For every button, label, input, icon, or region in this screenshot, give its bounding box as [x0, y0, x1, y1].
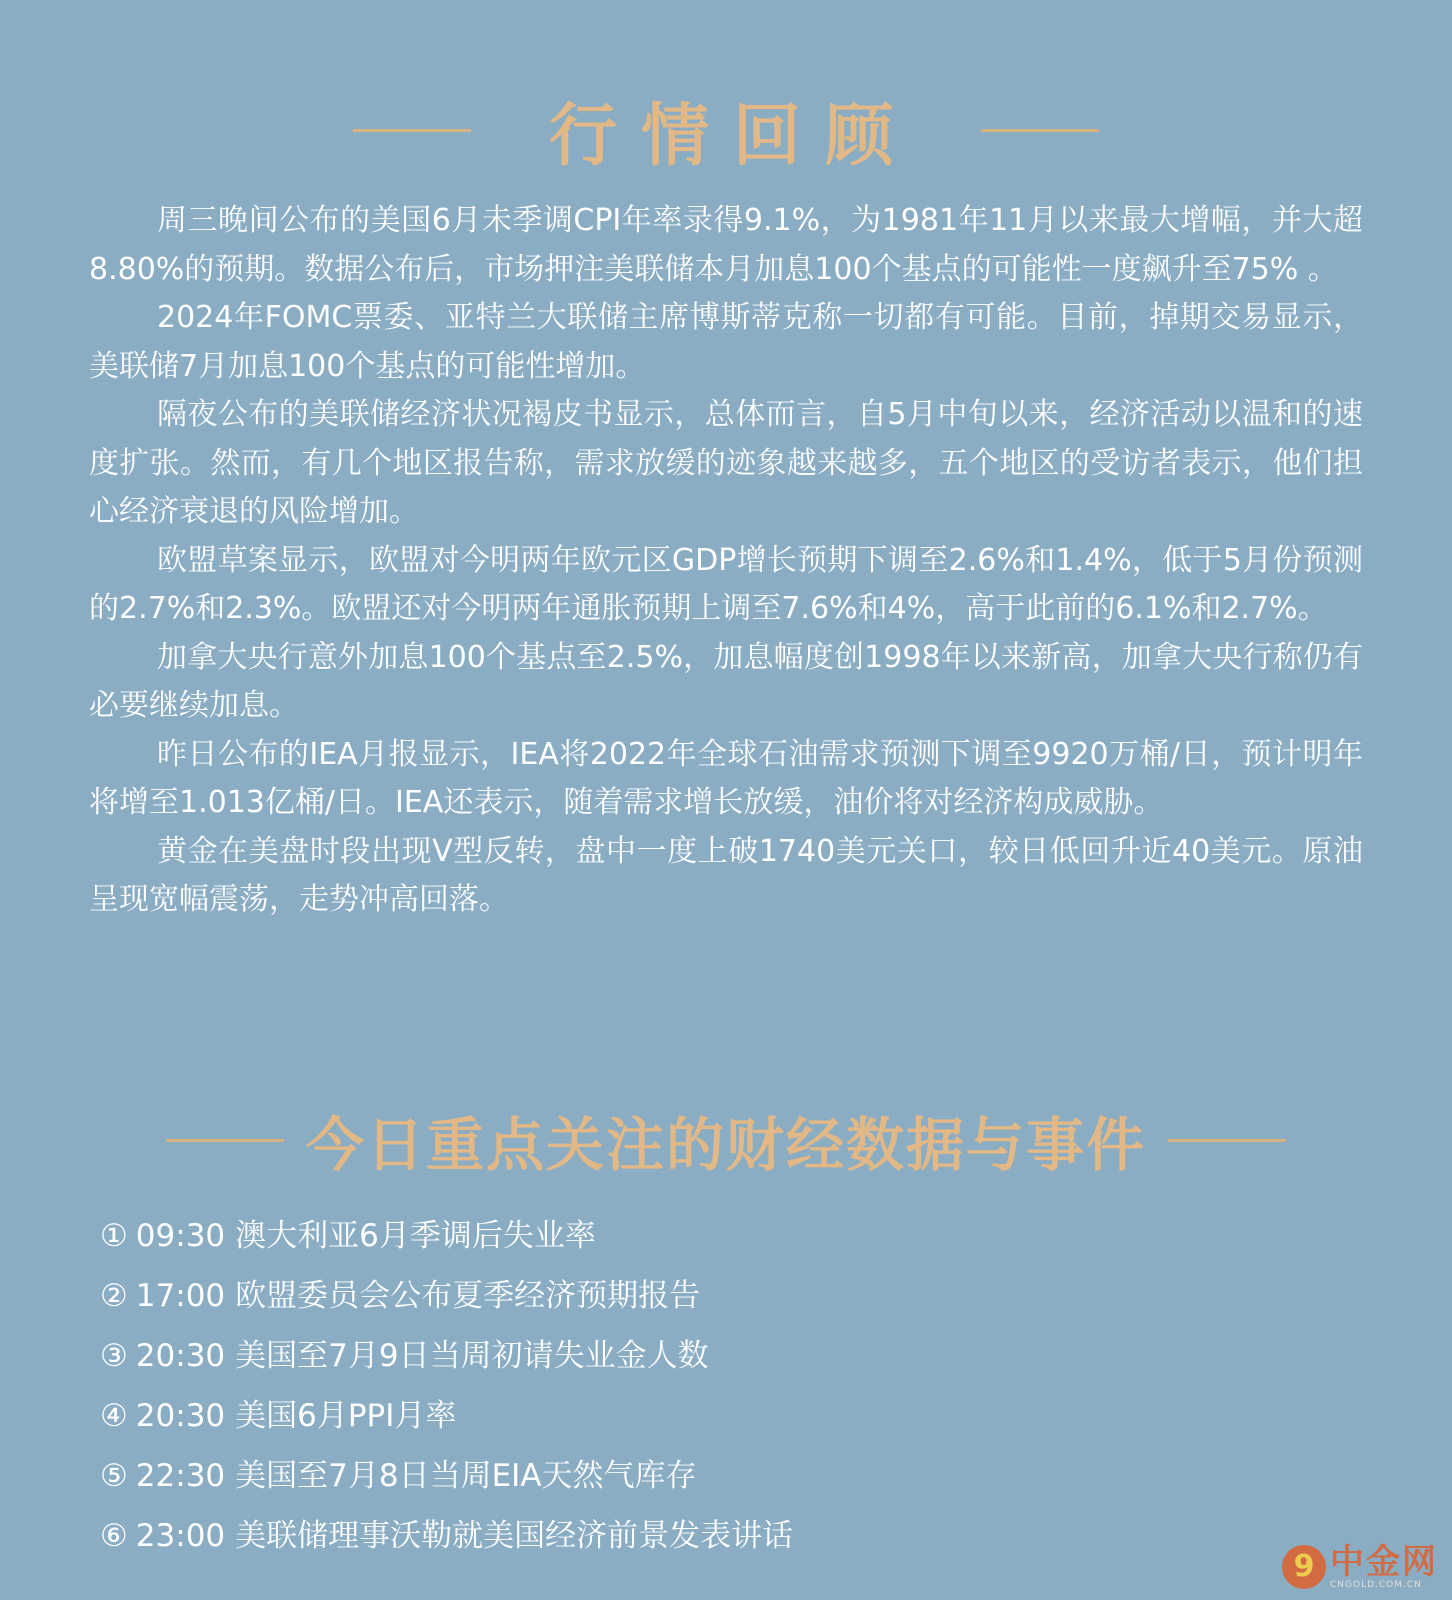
- review-paragraph: 黄金在美盘时段出现V型反转，盘中一度上破1740美元关口，较日低回升近40美元。原油呈现宽幅震荡，走势冲高回落。: [89, 833, 1363, 917]
- review-paragraph: 2024年FOMC票委、亚特兰大联储主席博斯蒂克称一切都有可能。目前，掉期交易显示，美联储7月加息100个基点的可能性增加。: [89, 300, 1363, 384]
- review-paragraph: 周三晚间公布的美国6月未季调CPI年率录得9.1%，为1981年11月以来最大增幅，并大超8.80%的预期。数据公布后，市场押注美联储本月加息100个基点的可能性一度飙升至75% 。: [89, 203, 1363, 287]
- market-review-title: 行情回顾: [548, 96, 917, 176]
- cngold-watermark-logo: [1282, 1544, 1438, 1590]
- event-item: [100, 1326, 793, 1386]
- event-item: [100, 1506, 793, 1566]
- heading-right-rule: [981, 129, 1099, 132]
- event-number: ⑥: [100, 1518, 128, 1554]
- key-events-title: 今日重点关注的财经数据与事件: [305, 1111, 1146, 1179]
- event-time: 09:30: [135, 1218, 226, 1254]
- event-time: 23:00: [135, 1518, 226, 1554]
- event-number: ①: [100, 1218, 128, 1254]
- review-paragraph: 昨日公布的IEA月报显示，IEA将2022年全球石油需求预测下调至9920万桶/日，预计明年将增至1.013亿桶/日。IEA还表示，随着需求增长放缓，油价将对经济构成威胁。: [89, 736, 1363, 820]
- event-number: ②: [100, 1278, 128, 1314]
- events-list: [100, 1206, 793, 1566]
- review-paragraph: 隔夜公布的美联储经济状况褐皮书显示，总体而言，自5月中旬以来，经济活动以温和的速度扩张。然而，有几个地区报告称，需求放缓的迹象越来越多，五个地区的受访者表示，他们担心经济衰退的风险增加。: [89, 397, 1363, 529]
- heading-right-rule: [1168, 1139, 1286, 1142]
- review-paragraph: 加拿大央行意外加息100个基点至2.5%，加息幅度创1998年以来新高，加拿大央行称仍有必要继续加息。: [89, 639, 1363, 723]
- event-text: 美联储理事沃勒就美国经济前景发表讲话: [235, 1518, 794, 1554]
- event-time: 22:30: [135, 1458, 226, 1494]
- event-time: 17:00: [135, 1278, 226, 1314]
- event-text: 美国至7月8日当周EIA天然气库存: [235, 1458, 697, 1494]
- event-number: ④: [100, 1398, 128, 1434]
- logo-name: 中金网: [1330, 1542, 1438, 1582]
- event-text: 美国至7月9日当周初请失业金人数: [235, 1338, 709, 1374]
- event-number: ⑤: [100, 1458, 128, 1494]
- event-time: 20:30: [135, 1338, 226, 1374]
- cngold-logo-icon: 9: [1282, 1545, 1326, 1589]
- event-text: 欧盟委员会公布夏季经济预期报告: [235, 1278, 701, 1314]
- event-time: 20:30: [135, 1398, 226, 1434]
- heading-left-rule: [353, 129, 471, 132]
- event-text: 澳大利亚6月季调后失业率: [235, 1218, 596, 1254]
- heading-left-rule: [166, 1139, 284, 1142]
- event-item: [100, 1266, 793, 1326]
- review-paragraph: 欧盟草案显示，欧盟对今明两年欧元区GDP增长预期下调至2.6%和1.4%，低于5月份预测的2.7%和2.3%。欧盟还对今明两年通胀预期上调至7.6%和4%，高于此前的6.1%和2.7%。: [89, 542, 1363, 626]
- logo-wordmark: [1330, 1544, 1438, 1590]
- event-item: [100, 1386, 793, 1446]
- market-review-body: [89, 197, 1363, 925]
- event-item: [100, 1206, 793, 1266]
- market-review-heading: [0, 90, 1452, 176]
- event-text: 美国6月PPI月率: [235, 1398, 457, 1434]
- event-item: [100, 1446, 793, 1506]
- event-number: ③: [100, 1338, 128, 1374]
- key-events-heading: [0, 1100, 1452, 1180]
- logo-url: CNGOLD.COM.CN: [1330, 1580, 1422, 1590]
